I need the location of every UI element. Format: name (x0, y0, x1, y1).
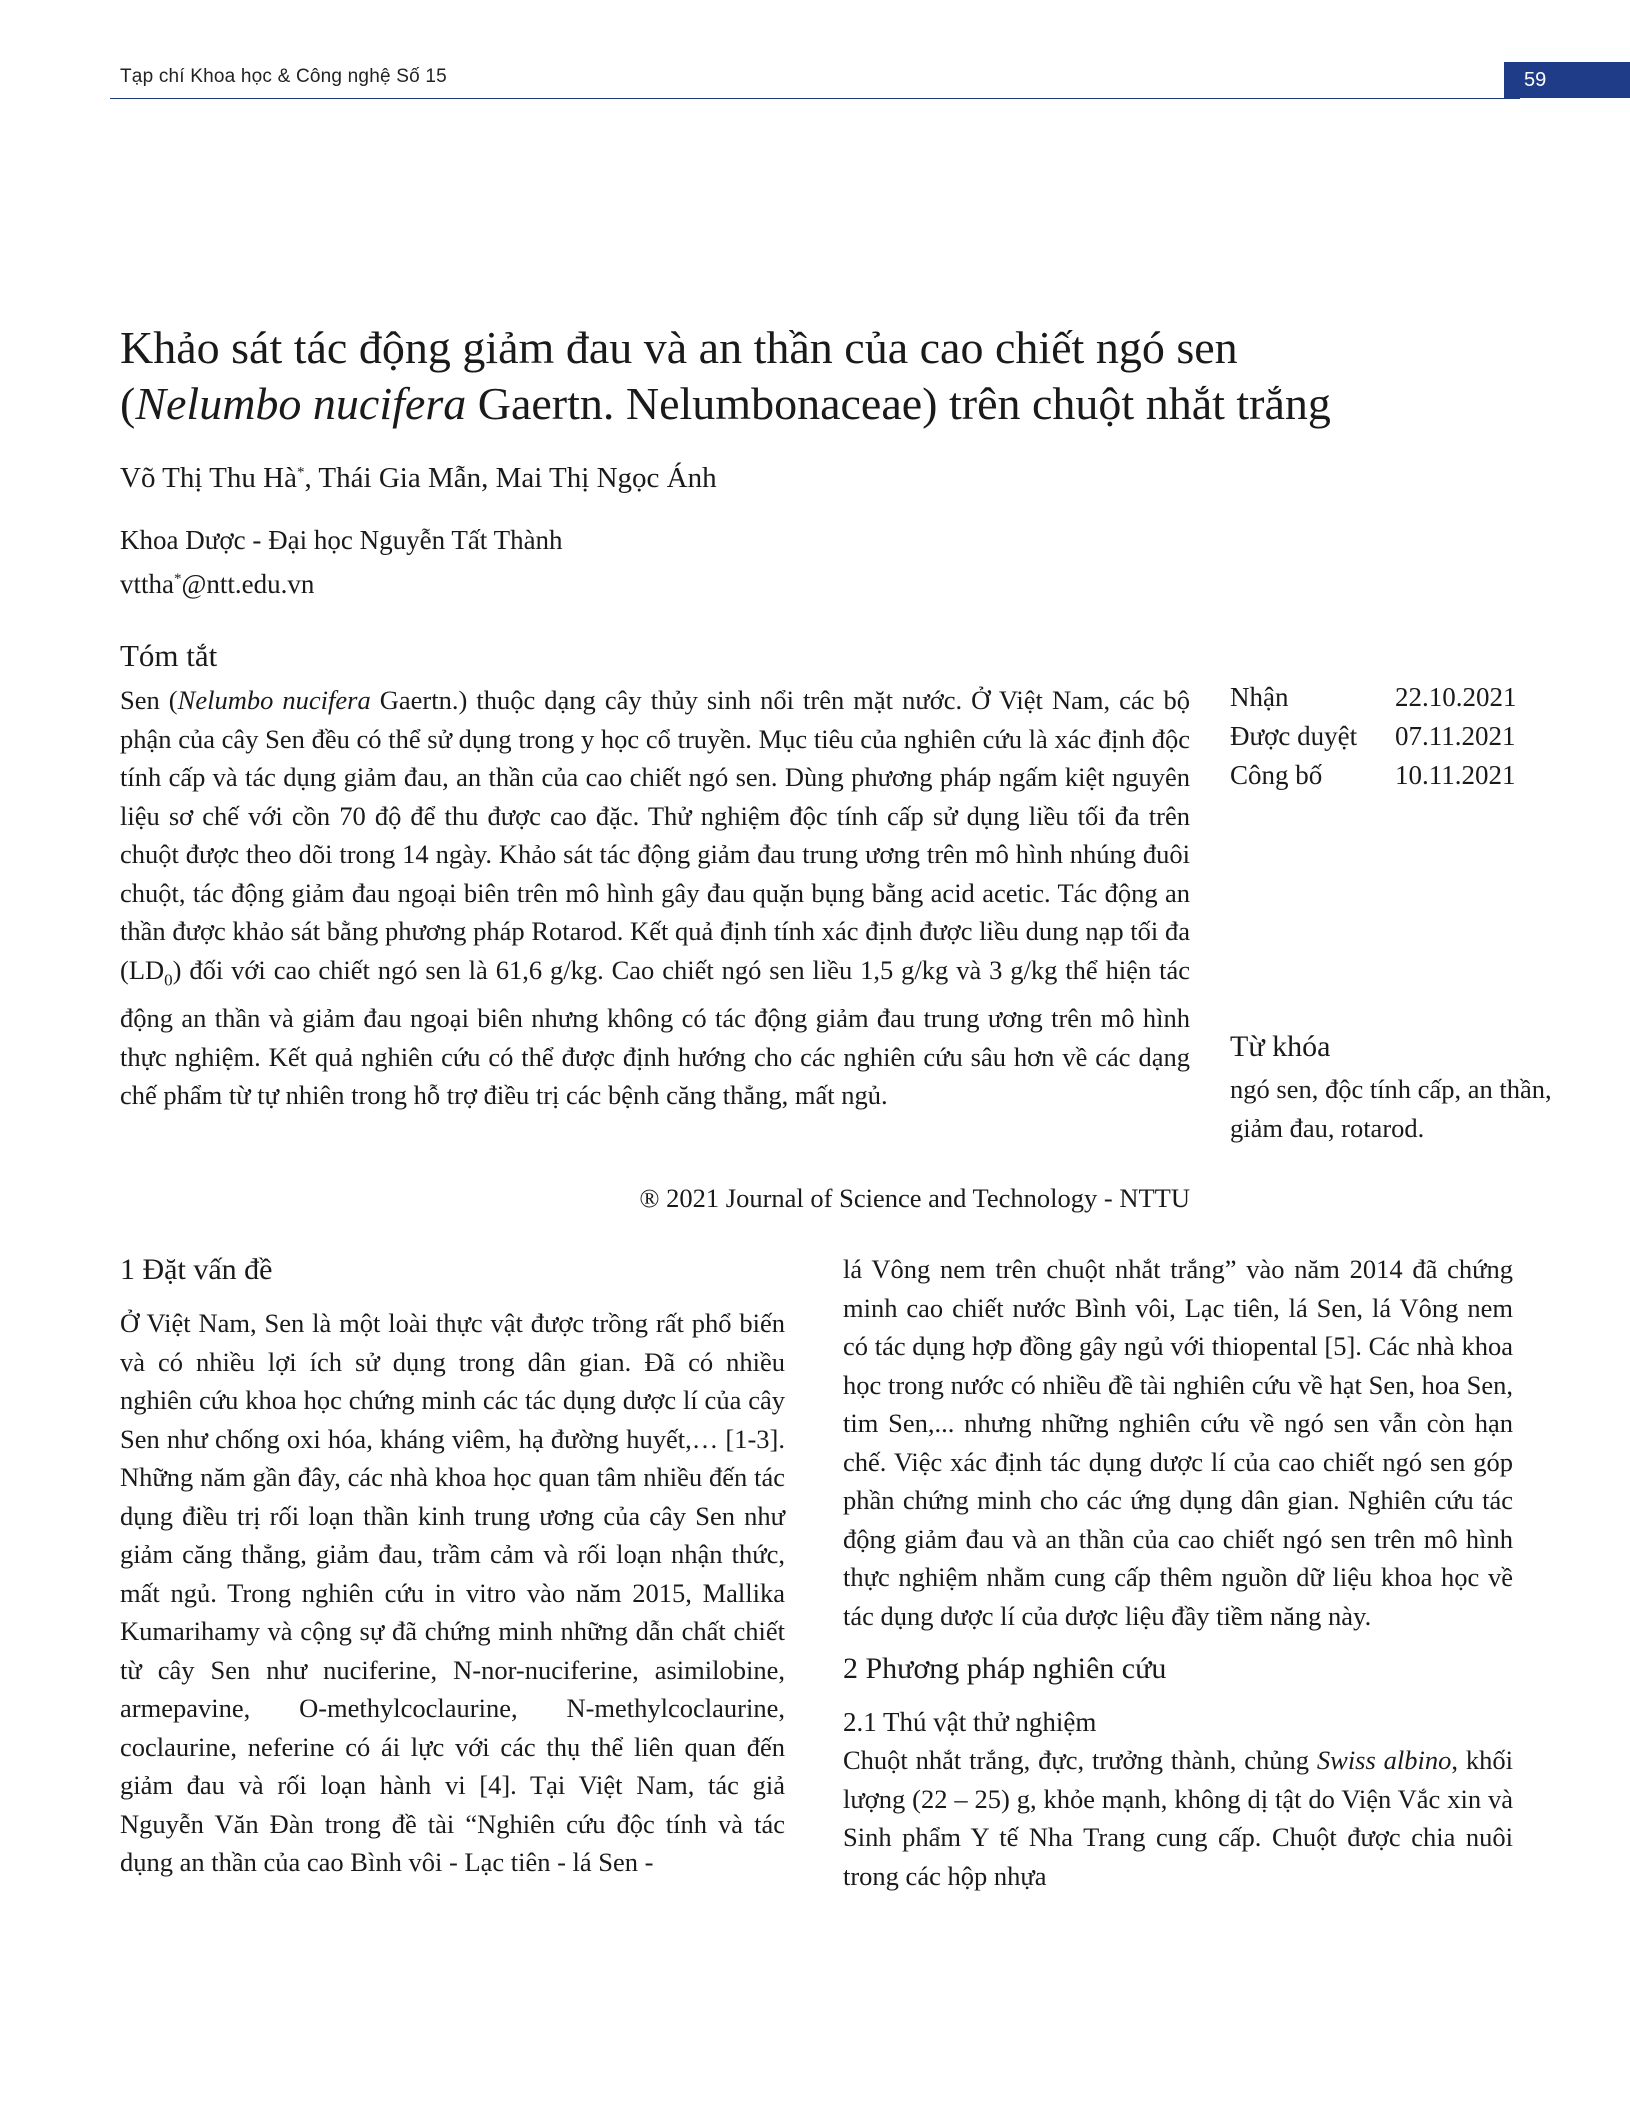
abstract-species: Nelumbo nucifera (177, 685, 371, 715)
section-2-1-heading: 2.1 Thú vật thử nghiệm (843, 1707, 1097, 1737)
email-domain: @ntt.edu.vn (181, 569, 315, 599)
title-line-2 (120, 376, 1500, 432)
author-list (120, 462, 717, 495)
date-label: Công bố (1230, 760, 1323, 790)
date-published (1230, 756, 1517, 795)
page-number-badge (1504, 62, 1630, 98)
title-paren: ( (120, 378, 136, 429)
left-column (120, 1250, 785, 1882)
author-others: , Thái Gia Mẫn, Mai Thị Ngọc Ánh (304, 462, 717, 494)
journal-name: Tạp chí Khoa học & Công nghệ Số 15 (120, 66, 447, 87)
date-value: 22.10.2021 (1395, 682, 1517, 712)
title-species: Nelumbo nucifera (135, 378, 467, 429)
section-2-1-paragraph (843, 1741, 1513, 1895)
abstract-text (120, 681, 1190, 1115)
section-1-paragraph-right: lá Vông nem trên chuột nhắt trắng” vào năm 2014 đã chứng minh cao chiết nước Bình vôi, Lạc tiên, lá Sen, lá Vông nem có tác dụng hợp đồng gây ngủ với thiopental [5]. Các nhà khoa học trong nước có nhiều đề tài nghiên cứu về hạt Sen, hoa Sen, tim Sen,... nhưng những nghiên cứu về ngó sen vẫn còn hạn chế. Việc xác định tác dụng dược lí của cao chiết ngó sen góp phần chứng minh cho các ứng dụng dân gian. Nghiên cứu tác động giảm đau và an thần của cao chiết ngó sen trên mô hình thực nghiệm nhằm cung cấp thêm nguồn dữ liệu khoa học về tác dụng dược lí của dược liệu đầy tiềm năng này. (843, 1254, 1513, 1631)
title-rest: Gaertn. Nelumbonaceae) trên chuột nhắt trắng (466, 378, 1331, 429)
keywords-heading: Từ khóa (1230, 1030, 1331, 1063)
abstract-part: ) đối với cao chiết ngó sen là 61,6 g/kg. Cao chiết ngó sen liều 1,5 g/kg và 3 g/kg thể hiện tác động an thần và giảm đau ngoại biên nhưng không có tác động giảm đau trung ương trên mô hình thực nghiệm. Kết quả nghiên cứu có thể được định hướng cho các nghiên cứu sâu hơn về các dạng chế phẩm từ tự nhiên trong hỗ trợ điều trị các bệnh căng thẳng, mất ngủ. (120, 954, 1190, 1111)
date-value: 10.11.2021 (1395, 760, 1516, 790)
date-value: 07.11.2021 (1395, 721, 1516, 751)
abstract-part: Gaertn.) thuộc dạng cây thủy sinh nổi trên mặt nước. Ở Việt Nam, các bộ phận của cây Sen đều có thể sử dụng trong y học cổ truyền. Mục tiêu của nghiên cứu là xác định độc tính cấp và tác dụng giảm đau, an thần của cao chiết ngó sen. Dùng phương pháp ngấm kiệt nguyên liệu sơ chế với cồn 70 độ để thu được cao đặc. Thử nghiệm độc tính cấp sử dụng liều tối đa trên chuột được theo dõi trong 14 ngày. Khảo sát tác động giảm đau trung ương trên mô hình nhúng đuôi chuột, tác động giảm đau ngoại biên trên mô hình gây đau quặn bụng bằng acid acetic. Tác động an thần được khảo sát bằng phương pháp Rotarod. Kết quả định tính xác định được liều dung nạp tối đa (LD (120, 685, 1190, 985)
affiliation-dept: Khoa Dược - Đại học Nguyễn Tất Thành (120, 525, 563, 555)
header-rule (110, 98, 1520, 99)
section-1-paragraph-left: Ở Việt Nam, Sen là một loài thực vật được trồng rất phổ biến và có nhiều lợi ích sử dụng trong dân gian. Đã có nhiều nghiên cứu khoa học chứng minh các tác dụng dược lí của cây Sen như chống oxi hóa, kháng viêm, hạ đường huyết,… [1-3]. Những năm gần đây, các nhà khoa học quan tâm nhiều đến tác dụng điều trị rối loạn thần kinh trung ương của cây Sen như giảm căng thẳng, giảm đau, trầm cảm và rối loạn nhận thức, mất ngủ. Trong nghiên cứu in vitro vào năm 2015, Mallika Kumarihamy và cộng sự đã chứng minh những dẫn chất chiết từ cây Sen như nuciferine, N-nor-nuciferine, asimilobine, armepavine, O-methylcoclaurine, N-methylcoclaurine, coclaurine, neferine có ái lực với các thụ thể liên quan đến giảm đau và rối loạn hành vi [4]. Tại Việt Nam, tác giả Nguyễn Văn Đàn trong đề tài “Nghiên cứu độc tính và tác dụng an thần của cao Bình vôi - Lạc tiên - lá Sen - (120, 1308, 785, 1877)
date-accepted (1230, 717, 1517, 756)
section-2-heading: 2 Phương pháp nghiên cứu (843, 1652, 1167, 1685)
date-label: Nhận (1230, 682, 1289, 712)
section-1-heading: 1 Đặt vấn đề (120, 1253, 273, 1286)
page-number: 59 (1524, 68, 1547, 91)
author-star: * (296, 464, 305, 481)
title-line-1: Khảo sát tác động giảm đau và an thần của cao chiết ngó sen (120, 322, 1238, 373)
article-title (120, 320, 1500, 432)
date-label: Được duyệt (1230, 721, 1358, 751)
publication-dates (1230, 678, 1517, 795)
paragraph-part: , khối lượng (22 – 25) g, khỏe mạnh, không dị tật do Viện Vắc xin và Sinh phẩm Y tế Nha Trang cung cấp. Chuột được chia nuôi trong các hộp nhựa (843, 1745, 1514, 1891)
paragraph-part: Chuột nhắt trắng, đực, trưởng thành, chủng (843, 1745, 1317, 1775)
abstract-heading: Tóm tắt (120, 638, 218, 673)
affiliation (120, 521, 563, 604)
email-user: vttha (120, 569, 174, 599)
email-star: * (174, 571, 182, 587)
author-corresponding: Võ Thị Thu Hà (120, 462, 297, 494)
corresponding-email[interactable] (120, 560, 563, 604)
keywords-text: ngó sen, độc tính cấp, an thần, giảm đau, rotarod. (1230, 1074, 1552, 1143)
ld-subscript: 0 (164, 969, 173, 989)
strain-name: Swiss albino (1316, 1745, 1452, 1775)
right-column (843, 1250, 1513, 1895)
abstract-part: Sen ( (120, 685, 178, 715)
date-received (1230, 678, 1517, 717)
copyright-line: ® 2021 Journal of Science and Technology - NTTU (639, 1183, 1190, 1213)
